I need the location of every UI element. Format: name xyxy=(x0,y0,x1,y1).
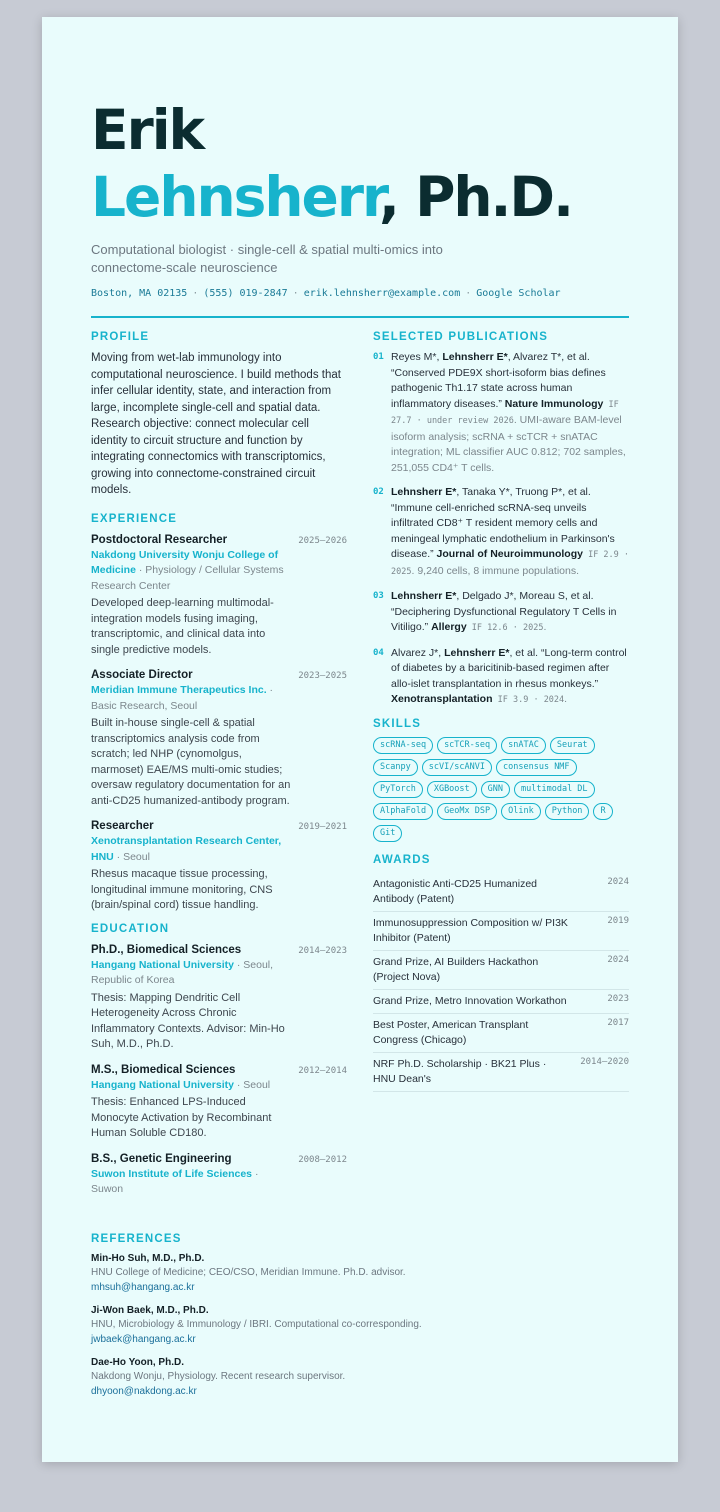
entry-description: Thesis: Enhanced LPS-Induced Monocyte Activation by Recombinant Human Soluble CD180. xyxy=(91,1096,272,1139)
reference-description: HNU College of Medicine; CEO/CSO, Meridian Immune. Ph.D. advisor. xyxy=(91,1267,406,1278)
award-year: 2014–2020 xyxy=(580,1056,629,1067)
publication-note: . xyxy=(543,621,547,633)
publication-journal: Nature Immunology xyxy=(504,397,604,410)
publication-title: , Tanaka Y*, Truong P*, et al. “Immune cell-enriched scRNA-seq unveils infiltrated CD8⁺ T resident memory cells and meningeal lymphatic endothelium in Parkinson's disease.” xyxy=(391,486,615,560)
publication-journal: Allergy xyxy=(431,621,467,633)
reference-description: HNU, Microbiology & Immunology / IBRI. Computational co-corresponding. xyxy=(91,1319,422,1330)
award-year: 2017 xyxy=(607,1017,629,1028)
entry-title: B.S., Genetic Engineering xyxy=(91,1152,232,1165)
publication-note: . xyxy=(564,693,568,705)
skill-tag: Scanpy xyxy=(373,759,418,776)
location: Boston, MA 02135 xyxy=(91,288,188,299)
first-name: Erik xyxy=(91,98,204,162)
entry-organization xyxy=(91,1078,291,1094)
reference-item xyxy=(91,1252,629,1295)
phone: (555) 019-2847 xyxy=(203,288,288,299)
organization-detail: · Suwon xyxy=(91,1167,259,1195)
publication-text xyxy=(391,589,629,637)
organization-name: Xenotransplantation Research Center, HNU xyxy=(91,835,282,863)
publication-journal: Xenotransplantation xyxy=(391,693,493,705)
publication-number: 01 xyxy=(373,352,384,362)
publication-number: 03 xyxy=(373,591,384,601)
organization-detail: · Physiology / Cellular Systems Research Center xyxy=(91,564,284,592)
experience-entry xyxy=(91,818,347,914)
publication-item xyxy=(373,589,629,637)
organization-detail: · Seoul xyxy=(113,850,150,863)
entry-organization xyxy=(91,958,291,989)
award-title: Antagonistic Anti-CD25 Humanized Antibody (Patent) xyxy=(373,877,538,905)
entry-description: Rhesus macaque tissue processing, longitudinal immune monitoring, CNS (brain/spinal cord) tissue handling. xyxy=(91,868,273,911)
publications-heading: SELECTED PUBLICATIONS xyxy=(373,331,549,343)
award-year: 2019 xyxy=(607,915,629,926)
name-suffix: , Ph.D. xyxy=(379,165,572,229)
award-item xyxy=(373,912,629,951)
publication-title: , Delgado J*, Moreau S, et al. “Deciphering Dysfunctional Regulatory T Cells in Vitiligo.” xyxy=(391,590,617,633)
skill-tags xyxy=(373,737,629,842)
organization-detail: · Basic Research, Seoul xyxy=(91,684,274,712)
experience-entry xyxy=(91,667,347,809)
tagline: Computational biologist · single-cell & spatial multi-omics into connectome-scale neuroscience xyxy=(91,242,443,275)
skill-tag: AlphaFold xyxy=(373,803,433,820)
education-entry xyxy=(91,1062,347,1142)
award-item xyxy=(373,873,629,912)
skill-tag: GeoMx DSP xyxy=(437,803,497,820)
publication-number: 04 xyxy=(373,647,384,658)
entry-dates: 2012–2014 xyxy=(298,1065,347,1076)
award-title: Grand Prize, Metro Innovation Workathon xyxy=(373,994,567,1007)
email-link[interactable]: erik.lehnsherr@example.com xyxy=(303,288,461,299)
skill-tag: consensus NMF xyxy=(496,759,577,776)
entry-header xyxy=(91,667,347,683)
skill-tag: GNN xyxy=(481,781,510,798)
publication-self-author: Lehnsherr E* xyxy=(444,646,510,659)
skill-tag: scTCR-seq xyxy=(437,737,497,754)
award-year: 2024 xyxy=(607,954,629,965)
entry-description: Built in-house single-cell & spatial transcriptomics analysis code from scratch; led NHP (cynomolgus, marmoset) EAE/MS multi-omic studies; oversaw regulatory documentation for an anti-CD25 humanized-antibody program. xyxy=(91,717,291,807)
publication-item xyxy=(373,646,629,709)
left-column xyxy=(91,331,347,1207)
references-section xyxy=(91,1233,629,1408)
reference-description: Nakdong Wonju, Physiology. Recent research supervisor. xyxy=(91,1371,346,1382)
organization-name: Hangang National University xyxy=(91,1078,234,1091)
publication-item xyxy=(373,485,629,580)
skill-tag: PyTorch xyxy=(373,781,423,798)
entry-dates: 2019–2021 xyxy=(298,822,347,832)
publication-self-author: Lehnsherr E* xyxy=(391,590,457,602)
skill-tag: snATAC xyxy=(501,737,546,754)
entry-header xyxy=(91,1062,347,1078)
entry-description: Developed deep-learning multimodal-integration models fusing imaging, transcriptomic, and clinical data into single predictive models. xyxy=(91,597,274,656)
entry-header xyxy=(91,942,347,958)
reference-email-link[interactable]: dhyoon@nakdong.ac.kr xyxy=(91,1385,197,1397)
publication-authors-before: Alvarez J*, xyxy=(391,646,445,659)
awards-heading: AWARDS xyxy=(373,853,431,866)
award-year: 2024 xyxy=(607,876,629,887)
entry-dates: 2014–2023 xyxy=(298,945,347,956)
reference-name: Min-Ho Suh, M.D., Ph.D. xyxy=(91,1253,205,1264)
reference-list xyxy=(91,1252,629,1399)
publication-list xyxy=(373,350,629,709)
last-name: Lehnsherr xyxy=(91,165,380,229)
publication-meta: IF 27.7 · under review 2026 xyxy=(391,399,619,426)
award-item xyxy=(373,1053,629,1092)
entry-header xyxy=(91,532,347,548)
organization-detail: · Seoul, Republic of Korea xyxy=(91,958,274,986)
reference-email-link[interactable]: mhsuh@hangang.ac.kr xyxy=(91,1281,195,1293)
publication-number: 02 xyxy=(373,487,384,497)
resume-page xyxy=(42,17,678,1462)
award-item xyxy=(373,1014,629,1053)
scholar-link[interactable]: Google Scholar xyxy=(476,288,561,299)
skill-tag: scVI/scANVI xyxy=(422,759,492,776)
skill-tag: Seurat xyxy=(550,737,595,754)
entry-header xyxy=(91,1151,347,1167)
skill-tag: Python xyxy=(545,803,590,820)
contact-line: Boston, MA 02135 · (555) 019-2847 · erik.lehnsherr@example.com · Google Scholar xyxy=(91,288,561,299)
entry-title: M.S., Biomedical Sciences xyxy=(91,1063,236,1076)
award-title: Immunosuppression Composition w/ PI3K Inhibitor (Patent) xyxy=(373,916,568,944)
entry-dates: 2008–2012 xyxy=(298,1154,347,1165)
publication-authors-before: Reyes M*, xyxy=(391,351,443,363)
skill-tag: Git xyxy=(373,825,402,842)
organization-name: Suwon Institute of Life Sciences xyxy=(91,1167,253,1180)
publication-text xyxy=(391,350,629,476)
award-title: Best Poster, American Transplant Congress (Chicago) xyxy=(373,1018,529,1046)
award-year: 2023 xyxy=(607,993,629,1004)
publication-note: . 9,240 cells, 8 immune populations. xyxy=(411,564,579,577)
publication-text xyxy=(391,646,629,709)
entry-title: Associate Director xyxy=(91,669,193,681)
education-heading: EDUCATION xyxy=(91,922,170,935)
entry-organization xyxy=(91,683,291,714)
skill-tag: R xyxy=(593,803,612,820)
education-entry xyxy=(91,1151,347,1198)
entry-title: Postdoctoral Researcher xyxy=(91,533,228,546)
publication-journal: Journal of Neuroimmunology xyxy=(436,548,583,560)
publication-text xyxy=(391,485,629,580)
entry-title: Ph.D., Biomedical Sciences xyxy=(91,943,242,956)
entry-title: Researcher xyxy=(91,820,154,832)
publication-item xyxy=(373,350,629,476)
reference-email-link[interactable]: jwbaek@hangang.ac.kr xyxy=(91,1333,196,1345)
reference-item xyxy=(91,1304,629,1347)
award-item xyxy=(373,951,629,990)
publication-self-author: Lehnsherr E* xyxy=(442,351,508,363)
profile-heading: PROFILE xyxy=(91,331,150,343)
education-entry xyxy=(91,942,347,1053)
publication-title: , et al. “Long-term control of diabetes by a baricitinib-based regimen after allo-islet transplantation in rhesus monkeys.” xyxy=(391,646,627,690)
experience-entry xyxy=(91,532,347,659)
award-title: Grand Prize, AI Builders Hackathon (Project Nova) xyxy=(373,955,539,983)
publication-meta: IF 3.9 · 2024 xyxy=(492,695,565,705)
entry-organization xyxy=(91,1167,291,1198)
award-item xyxy=(373,990,629,1014)
organization-name: Nakdong University Wonju College of Medicine xyxy=(91,548,279,576)
entry-dates: 2023–2025 xyxy=(298,671,347,681)
organization-detail: · Seoul xyxy=(233,1078,271,1091)
reference-item xyxy=(91,1356,629,1399)
publication-self-author: Lehnsherr E* xyxy=(391,486,457,498)
right-column xyxy=(373,331,629,1092)
education-list xyxy=(91,942,347,1198)
entry-dates: 2025–2026 xyxy=(298,535,347,546)
profile-text: Moving from wet-lab immunology into computational neuroscience. I build methods that infer cellular identity, state, and interaction from large, incomplete single-cell and spatial data. Research objective: connect molecular cell identity to circuit structure and function by integrating connectomics with transcriptomics, growing into connectome-constrained circuit models. xyxy=(91,352,341,496)
entry-description: Thesis: Mapping Dendritic Cell Heterogeneity Across Chronic Inflammatory Contexts. Advisor: Min-Ho Suh, M.D., Ph.D. xyxy=(91,991,285,1050)
skill-tag: Olink xyxy=(501,803,541,820)
skills-heading: SKILLS xyxy=(373,717,422,730)
references-heading: REFERENCES xyxy=(91,1233,182,1245)
experience-heading: EXPERIENCE xyxy=(91,512,178,525)
award-title: NRF Ph.D. Scholarship · BK21 Plus · HNU Dean's xyxy=(373,1057,547,1085)
organization-name: Hangang National University xyxy=(91,958,234,971)
reference-name: Ji-Won Baek, M.D., Ph.D. xyxy=(91,1305,209,1316)
publication-title: , Alvarez T*, et al. “Conserved PDE9X short-isoform bias defines pathogenic Th1.17 state across human inflammatory diseases.” xyxy=(391,351,606,410)
header-divider xyxy=(91,316,629,318)
publication-note: . UMI-aware BAM-level isoform analysis; scRNA + scTCR + snATAC integration; ML classifier AUC 0.812; 702 samples, 251,055 CD4⁺ T cells. xyxy=(391,414,626,474)
last-name-line xyxy=(91,166,572,228)
organization-name: Meridian Immune Therapeutics Inc. xyxy=(91,684,267,696)
reference-name: Dae-Ho Yoon, Ph.D. xyxy=(91,1357,184,1368)
entry-organization xyxy=(91,834,291,865)
experience-list xyxy=(91,532,347,914)
publication-meta: IF 2.9 · 2025 xyxy=(391,550,630,577)
skill-tag: scRNA-seq xyxy=(373,737,433,754)
entry-organization xyxy=(91,548,291,595)
skill-tag: multimodal DL xyxy=(514,781,595,798)
award-list xyxy=(373,873,629,1092)
entry-header xyxy=(91,818,347,834)
publication-meta: IF 12.6 · 2025 xyxy=(466,623,544,633)
skill-tag: XGBoost xyxy=(427,781,477,798)
